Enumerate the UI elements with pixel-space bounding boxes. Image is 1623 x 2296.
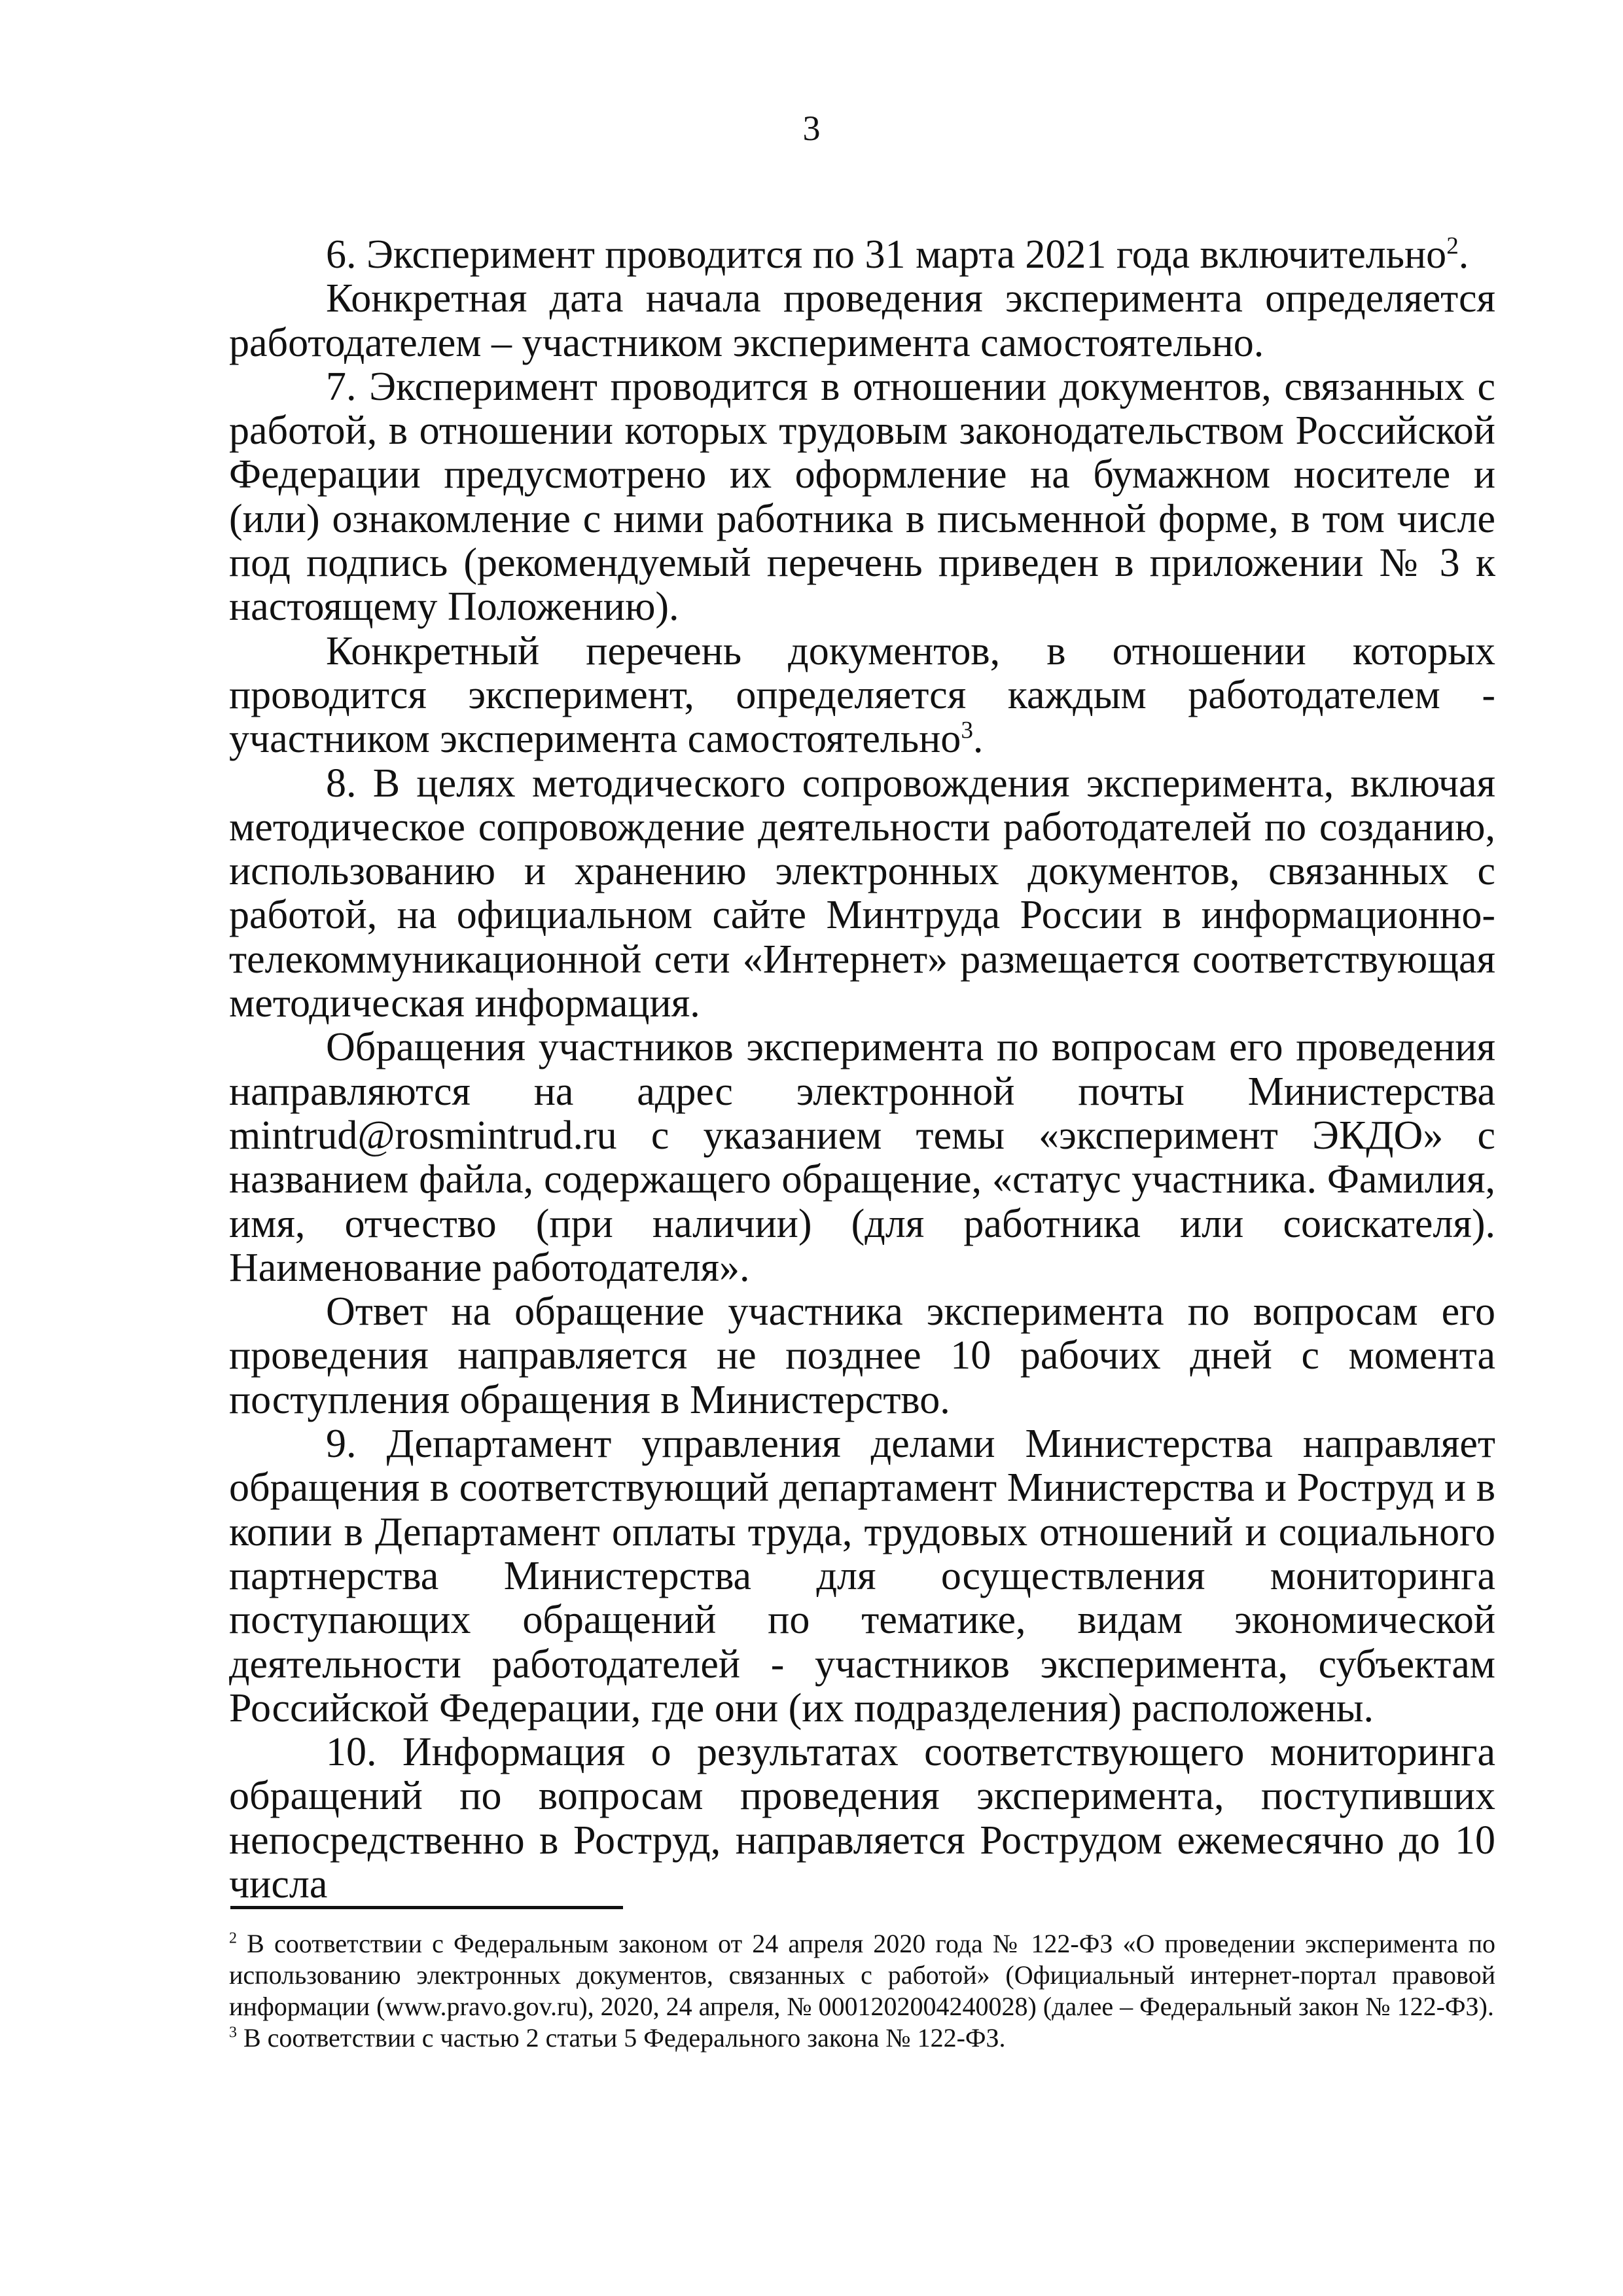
page-number: 3 [802, 109, 821, 148]
body-text [229, 233, 1495, 1907]
footnote-3: $^3$ В соответствии с частью 2 статьи 5 Федерального закона № 122-ФЗ. [229, 2023, 1006, 2053]
paragraph-10: 10. Информация о результатах соответствующего мониторинга обращений по вопросам проведения эксперимента, поступивших непосредственно в Роструд, направляется Рострудом ежемесячно до 10 числа [229, 1730, 1495, 1907]
paragraph-appeals: Обращения участников эксперимента по вопросам его проведения направляются на адрес электронной почты Министерства mintrud@rosmintrud.ru с указанием темы «эксперимент ЭКДО» с названием файла, содержащего обращение, «статус участника. Фамилия, имя, отчество (при наличии) (для работника или соискателя). Наименование работодателя». [229, 1025, 1495, 1290]
footnote-ref-3: 3 [961, 717, 973, 744]
paragraph-document-list: Конкретный перечень документов, в отношении которых проводится эксперимент, определяется каждым работодателем - участником эксперимента самостоятельно$^3$. [229, 628, 1495, 762]
paragraph-response: Ответ на обращение участника эксперимента по вопросам его проведения направляется не позднее 10 рабочих дней с момента поступления обращения в Министерство. [229, 1289, 1495, 1422]
footnotes [229, 1928, 1495, 2054]
footnote-ref-2: 2 [1446, 232, 1459, 260]
paragraph-9: 9. Департамент управления делами Министерства направляет обращения в соответствующий департамент Министерства и Роструд и в копии в Департамент оплаты труда, трудовых отношений и социального партнерства Министерства для осуществления мониторинга поступающих обращений по тематике, видам экономической деятельности работодателей - участников эксперимента, субъектам Российской Федерации, где они (их подразделения) расположены. [229, 1422, 1495, 1731]
paragraph-8: 8. В целях методического сопровождения эксперимента, включая методическое сопровождение деятельности работодателей по созданию, использованию и хранению электронных документов, связанных с работой, на официальном сайте Минтруда России в информационно-телекоммуникационной сети «Интернет» размещается соответствующая методическая информация. [229, 761, 1495, 1026]
paragraph-6: 6. Эксперимент проводится по 31 марта 2021 года включительно$^2$. [326, 232, 1469, 277]
paragraph-start-date: Конкретная дата начала проведения эксперимента определяется работодателем – участником эксперимента самостоятельно. [229, 276, 1495, 365]
paragraph-7: 7. Эксперимент проводится в отношении документов, связанных с работой, в отношении которых трудовым законодательством Российской Федерации предусмотрено их оформление на бумажном носителе и (или) ознакомление с ними работника в письменной форме, в том числе под подпись (рекомендуемый перечень приведен в приложении № 3 к настоящему Положению). [229, 364, 1495, 630]
footnote-2: $^2$ В соответствии с Федеральным законом от 24 апреля 2020 года № 122-ФЗ «О проведении эксперимента по использованию электронных документов, связанных с работой» (Официальный интернет-портал правовой информации (www.pravo.gov.ru), 2020, 24 апреля, № 0001202004240028) (далее – Федеральный закон № 122-ФЗ). [229, 1929, 1495, 2021]
footnote-divider [230, 1906, 623, 1909]
